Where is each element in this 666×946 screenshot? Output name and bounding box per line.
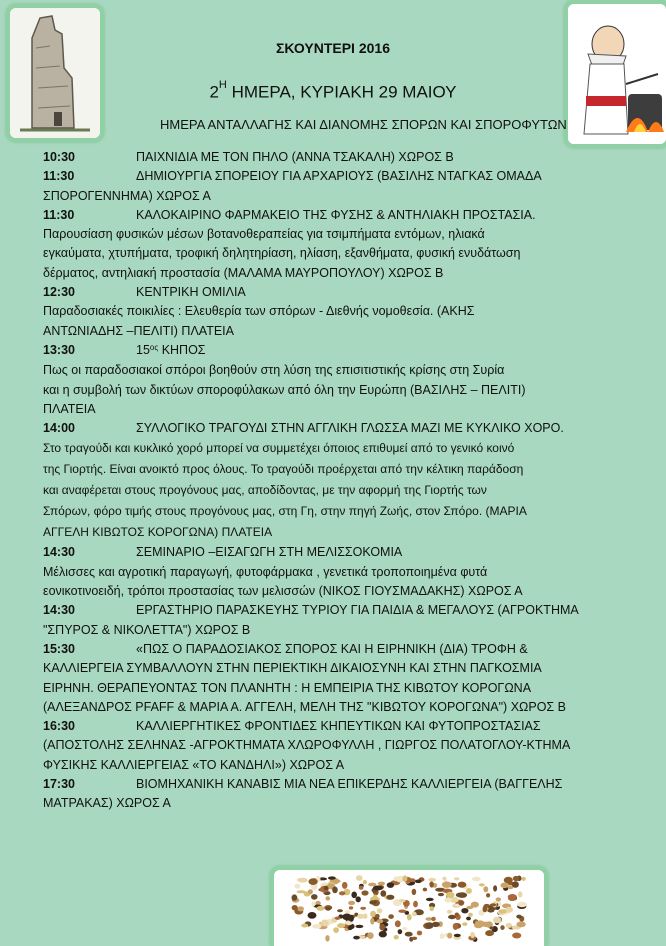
seed-dot [308,889,313,894]
seed-dot [377,919,384,923]
schedule-entry [43,775,618,814]
event-description-line: Στο τραγούδι και κυκλικό χορό μπορεί να συμμετέχει όποιος επιθυμεί από το γενικό κοινό [43,441,515,456]
seed-dot [378,882,385,886]
seed-dot [394,877,398,882]
seed-dot [413,901,418,908]
seed-dot [440,933,445,939]
schedule-entry [43,341,618,419]
seed-dot [485,930,494,936]
seed-dot [415,880,422,884]
seed-dot [432,922,440,927]
event-title-line: ΔΗΜΙΟΥΡΓΙΑ ΣΠΟΡΕΙΟΥ ΓΙΑ ΑΡΧΑΡΙΟΥΣ (ΒΑΣΙΛΗΣ ΝΤΑΓΚΑΣ ΟΜΑΔΑ [136,169,542,184]
seed-dot [454,934,461,937]
seed-dot [504,877,513,884]
seed-dot [411,937,417,940]
day-subtitle: ΗΜΕΡΑ ΑΝΤΑΛΛΑΓΗΣ ΚΑΙ ΔΙΑΝΟΜΗΣ ΣΠΟΡΩΝ ΚΑΙ ΣΠΟΡΟΦΥΤΩΝ [160,117,567,132]
seed-dot [402,875,407,881]
seed-dot [355,925,363,928]
entry-first-line [43,341,618,361]
seed-dot [522,877,526,881]
seed-dot [356,875,363,881]
seed-dot [292,894,298,900]
seed-dot [379,931,387,937]
entry-first-line [43,167,618,186]
event-title: ΣΚΟΥΝΤΕΡΙ 2016 [276,40,390,56]
seed-dot [379,924,385,931]
seed-dot [412,912,417,917]
seed-dot [423,888,427,892]
seed-dot [311,901,315,906]
entry-first-line [43,543,618,562]
seed-dot [456,893,466,898]
seed-dot [369,900,376,904]
seed-dot [447,933,452,939]
event-title-line: ΒΙΟΜΗΧΑΝΙΚΗ ΚΑΝΑΒΙΣ ΜΙΑ ΝΕΑ ΕΠΙΚΕΡΔΗΣ ΚΑΛΛΙΕΡΓΕΙΑ (ΒΑΓΓΕΛΗΣ [136,777,563,792]
seed-dot [506,923,512,928]
event-time: 16:30 [43,719,75,734]
seed-dot [360,907,366,910]
event-description-line: ΕΙΡΗΝΗ. ΘΕΡΑΠΕΥΟΝΤΑΣ ΤΟΝ ΠΛΑΝΗΤΗ : Η ΕΜΠΕΙΡΙΑ ΤΗΣ ΚΙΒΩΤΟΥ ΚΟΡΟΓΩΝΑ [43,680,532,695]
event-description-line: "ΣΠΥΡΟΣ & ΝΙΚΟΛΕΤΤΑ") ΧΩΡΟΣ Β [43,622,251,637]
event-title-line: ΠΑΙΧΝΙΔΙΑ ΜΕ ΤΟΝ ΠΗΛΟ (ΑΝΝΑ ΤΣΑΚΑΛΗ) ΧΩΡΟΣ Β [136,150,454,164]
event-description-line: Πως οι παραδοσιακοί σπόροι βοηθούν στη λύση της επισιτιστικής κρίσης στη Συρία [43,363,505,378]
event-time: 11:30 [43,169,75,184]
seed-dot [349,915,354,922]
seed-dot [412,889,417,895]
event-description-line: ΦΥΣΙΚΗΣ ΚΑΛΛΙΕΡΓΕΙΑΣ «ΤΟ ΚΑΝΔΗΛΙ») ΧΩΡΟΣ Α [43,757,345,772]
seed-dot [348,901,355,905]
seed-dot [438,893,444,896]
schedule-entry [43,283,618,341]
seed-dot [466,888,472,894]
event-description-line: ΜΑΤΡΑΚΑΣ) ΧΩΡΟΣ Α [43,796,171,811]
entry-first-line [43,601,618,620]
seed-dot [380,890,386,897]
seed-dot [508,896,516,901]
schedule-entry [43,717,618,775]
entry-first-line [43,283,618,302]
seed-dot [311,894,318,900]
event-description-line: Σπόρων, φόρο τιμής στους προγόνους μας, στη Γη, στην πηγή Ζωής, στον Σπόρο. (ΜΑΡΙΑ [43,504,527,519]
seeds-image [270,866,548,946]
event-description-line: της Γιορτής. Είναι ανοικτό προς όλους. Το τραγούδι προέρχεται από την κέλτικη παράδοση [43,462,524,477]
event-title-line: ΣΕΜΙΝΑΡΙΟ –ΕΙΣΑΓΩΓΗ ΣΤΗ ΜΕΛΙΣΣΟΚΟΜΙΑ [136,545,403,560]
schedule-entry [43,419,618,543]
seed-dot [407,914,412,921]
event-title-line: ΣΥΛΛΟΓΙΚΟ ΤΡΑΓΟΥΔΙ ΣΤΗΝ ΑΓΓΛΙΚΗ ΓΛΩΣΣΑ ΜΑΖΙ ΜΕ ΚΥΚΛΙΚΟ ΧΟΡΟ. [136,421,564,436]
event-time: 17:30 [43,777,75,792]
seed-dot [459,901,464,905]
seed-dot [323,923,329,926]
event-time: 11:30 [43,207,75,222]
seed-dot [363,880,367,884]
seed-dot [496,897,501,901]
event-description-line: (ΑΛΕΞΑΝΔΡΟΣ PFAFF & ΜΑΡΙΑ Α. ΑΓΓΕΛΗ, ΜΕΛΗ ΤΗΣ "ΚΙΒΩΤΟΥ ΚΟΡΟΓΩΝΑ") ΧΩΡΟΣ Β [43,699,566,714]
seed-dot [483,886,488,892]
seed-dot [516,915,521,919]
event-description-line: ΑΝΤΩΝΙΑΔΗΣ –ΠΕΛΙΤΙ) ΠΛΑΤΕΙΑ [43,323,234,338]
seed-dot [399,899,406,902]
entry-first-line [43,419,618,438]
seed-dot [442,882,452,888]
garden-number-suffix: ος [149,342,159,352]
schedule-entry [43,167,618,206]
seed-dot [395,920,401,927]
seed-dot [349,906,353,909]
druid-illustration-icon [568,4,666,144]
seed-dot [431,917,436,921]
seed-dot [402,927,407,930]
seed-dot [462,922,467,926]
seed-dot [486,893,490,897]
seed-dot [357,914,364,919]
event-description-line: ΣΠΟΡΟΓΕΝΝΗΜΑ) ΧΩΡΟΣ Α [43,188,211,203]
seed-dot [325,907,331,911]
seed-dot [388,914,394,919]
seed-dot [417,931,422,936]
tower-illustration-icon [10,8,100,138]
entry-first-line [43,640,618,659]
seed-dot [328,876,336,879]
event-title-line: ΚΑΛΟΚΑΙΡΙΝΟ ΦΑΡΜΑΚΕΙΟ ΤΗΣ ΦΥΣΗΣ & ΑΝΤΗΛΙΑΚΗ ΠΡΟΣΤΑΣΙΑ. [136,207,536,222]
seed-dot [461,908,468,913]
seed-dot [386,895,394,900]
event-time: 10:30 [43,150,75,164]
seed-dot [447,910,452,914]
seed-dot [339,891,346,895]
seed-dot [301,924,308,928]
seed-dot [297,906,304,911]
seed-dot [337,923,345,928]
seed-dot [428,878,436,882]
schedule-entry [43,543,618,601]
event-description-line: Μέλισσες και αγροτική παραγωγή, φυτοφάρμακα , γενετικά τροποποιημένα φυτά [43,564,488,579]
seed-dot [489,927,494,930]
seed-dot [331,879,340,883]
seed-dot [472,877,481,882]
day-number: 2 [209,82,219,102]
seed-dot [466,917,471,921]
entry-first-line [43,775,618,794]
seed-dot [458,882,467,888]
seed-dot [466,906,473,909]
seed-dot [370,918,374,925]
seed-dot [324,886,329,891]
seed-dot [298,878,308,883]
entry-first-line [43,148,618,167]
seed-dot [453,923,458,930]
seed-dot [312,924,322,929]
garden-label: ΚΗΠΟΣ [158,342,206,357]
event-description-line: Παρουσίαση φυσικών μέσων βοτανοθεραπείας για τσιμπήματα εντόμων, ηλιακά [43,227,485,242]
event-time: 14:30 [43,545,75,560]
seed-dot [468,913,473,917]
seed-dot [333,927,339,933]
schedule-entry [43,148,618,167]
seed-dot [490,903,496,906]
event-description-line: και η συμβολή των δικτύων σποροφύλακων από όλη την Ευρώπη (ΒΑΣΙΛΗΣ – ΠΕΛΙΤΙ) [43,382,526,397]
day-date: ΗΜΕΡΑ, ΚΥΡΙΑΚΗ 29 ΜΑΙΟΥ [226,82,457,102]
seed-dot [317,906,325,911]
day-heading [0,79,666,103]
event-time: 12:30 [43,285,75,300]
seed-dot [479,883,485,886]
seed-dot [292,905,298,910]
seed-dot [335,917,341,920]
seed-dot [294,884,300,889]
seed-dot [297,890,306,893]
seed-dot [367,932,373,939]
seed-dot [342,882,348,889]
seed-dot [353,936,360,940]
seed-dot [429,881,433,887]
seed-dot [359,886,364,890]
event-title-line: ΚΑΛΛΙΕΡΓΗΤΙΚΕΣ ΦΡΟΝΤΙΔΕΣ ΚΗΠΕΥΤΙΚΩΝ ΚΑΙ ΦΥΤΟΠΡΟΣΤΑΣΙΑΣ [136,719,541,734]
schedule-entry [43,206,618,283]
seed-dot [398,929,403,934]
seed-dot [387,882,394,888]
seed-dot [470,932,475,938]
seed-dot [345,910,351,914]
seed-dot [444,897,451,902]
event-description-line: δέρματος, αντηλιακή προστασία (ΜΑΛΑΜΑ ΜΑΥΡΟΠΟΥΛΟΥ) ΧΩΡΟΣ Β [43,265,444,280]
seed-dot [426,898,434,901]
event-time: 13:30 [43,342,75,357]
garden-number: 15 [136,342,150,357]
seed-dot [505,907,513,913]
seed-dot [512,881,519,888]
event-description-line: Παραδοσιακές ποικιλίες : Ελευθερία των σπόρων - Διεθνής νομοθεσία. (ΑΚΗΣ [43,304,475,319]
seed-dot [405,932,413,937]
seed-dot [398,910,406,913]
seed-dot [518,891,522,897]
seeds-illustration-icon [274,870,544,946]
seed-dot [517,902,527,907]
seed-dot [308,912,317,919]
seed-dot [454,877,459,880]
seed-dot [516,921,525,927]
seed-dot [512,933,521,939]
event-description-line: εονικοτινοειδή, τρόποι προστασίας των μελισσών (ΝΙΚΟΣ ΓΙΟΥΣΜΑΔΑΚΗΣ) ΧΩΡΟΣ Α [43,584,523,599]
event-description-line: και αναφέρεται στους προγόνους μας, αποδίδοντας, με την αφορμή της Γιορτής των [43,483,487,498]
entry-first-line [43,206,618,225]
seed-dot [375,914,380,918]
schedule-entry [43,640,618,717]
seed-dot [501,883,509,889]
day-superscript: Η [218,79,227,91]
seed-dot [394,935,399,940]
event-description-line: εγκαύματα, χτυπήματα, τροφική δηλητηρίαση, ηλίαση, εξανθήματα, φυσική ενυδάτωση [43,246,521,261]
seed-dot [368,883,376,887]
seed-dot [332,887,338,894]
event-description-line: ΚΑΛΛΙΕΡΓΕΙΑ ΣΥΜΒΑΛΛΟΥΝ ΣΤΗΝ ΠΕΡΙΕΚΤΙΚΗ ΔΙΚΑΙΟΣΥΝΗ ΚΑΙ ΣΤΗΝ ΠΑΓΚΟΣΜΙΑ [43,661,542,676]
seed-dot [377,908,383,913]
event-time: 14:30 [43,603,75,618]
seed-dot [442,877,446,881]
seed-dot [429,906,434,911]
seed-dot [361,890,368,895]
seed-dot [483,906,488,913]
tower-ruin-image [6,4,104,142]
seed-dot [337,909,343,912]
seed-dot [326,896,331,900]
entry-first-line [43,717,618,736]
event-time: 14:00 [43,421,75,436]
seed-dot [475,921,479,927]
seed-dot [373,886,383,891]
event-title-line: ΕΡΓΑΣΤΗΡΙΟ ΠΑΡΑΣΚΕΥΗΣ ΤΥΡΙΟΥ ΓΙΑ ΠΑΙΔΙΑ & ΜΕΓΑΛΟΥΣ (ΑΓΡΟΚΤΗΜΑ [136,603,579,618]
event-time: 15:30 [43,641,75,656]
seed-dot [309,878,318,885]
event-description-line: (ΑΠΟΣΤΟΛΗΣ ΣΕΛΗΝΑΣ -ΑΓΡΟΚΤΗΜΑΤΑ ΧΛΩΡΟΦΥΛΛΗ , ΓΙΩΡΓΟΣ ΠΟΛΑΤΟΓΛΟΥ-ΚΤΗΜΑ [43,738,571,753]
seed-dot [348,926,353,930]
seed-dot [513,876,520,881]
event-title-line: ΚΕΝΤΡΙΚΗ ΟΜΙΛΙΑ [136,285,246,300]
schedule-list [43,148,618,814]
seed-dot [487,909,494,913]
seed-dot [448,915,456,919]
event-description-line: ΠΛΑΤΕΙΑ [43,401,96,416]
event-title-line: «ΠΩΣ Ο ΠΑΡΑΔΟΣΙΑΚΟΣ ΣΠΟΡΟΣ ΚΑΙ Η ΕΙΡΗΝΙΚΗ (ΔΙΑ) ΤΡΟΦΗ & [136,641,528,656]
seed-dot [446,892,455,898]
seed-dot [325,935,329,941]
seed-dot [356,896,361,902]
event-description-line: ΑΓΓΕΛΗ ΚΙΒΩΤΟΣ ΚΟΡΟΓΩΝΑ) ΠΛΑΤΕΙΑ [43,525,273,540]
seed-dot [351,892,357,899]
schedule-entry [43,601,618,640]
seed-dot [493,917,501,924]
seed-dot [493,885,497,891]
seed-dot [500,925,504,930]
